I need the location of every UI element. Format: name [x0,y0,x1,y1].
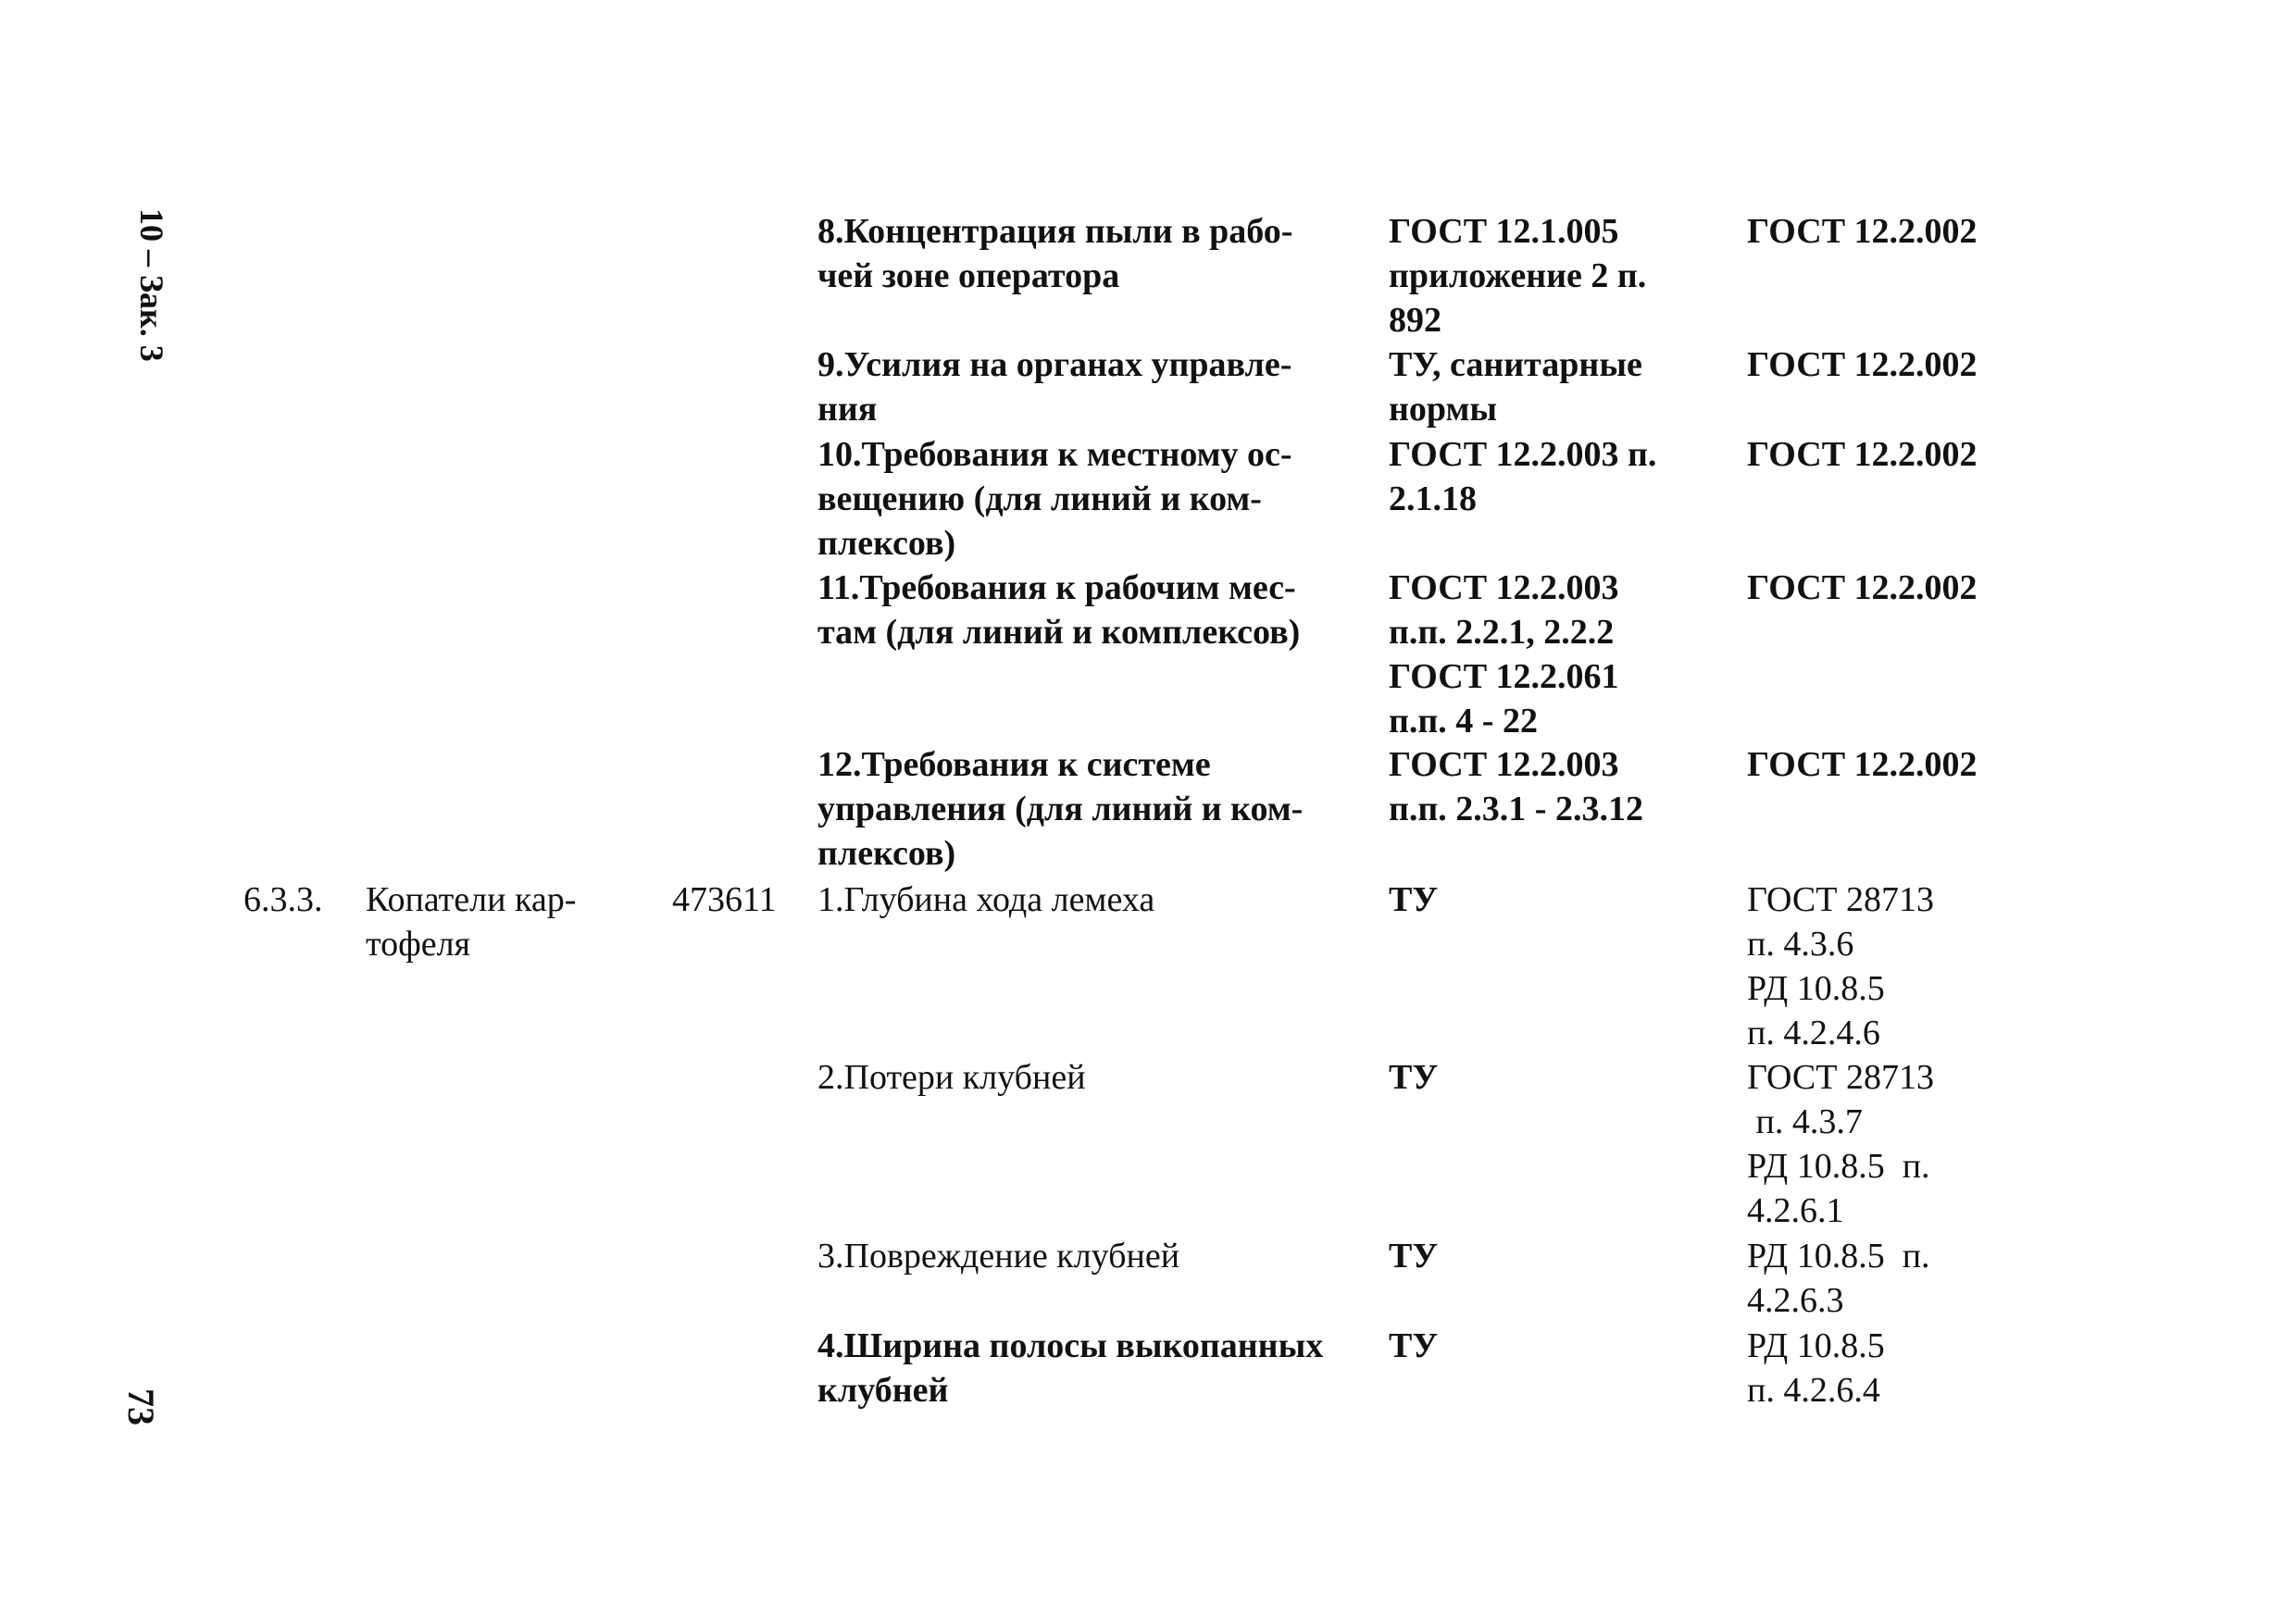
method-line: ГОСТ 12.2.002 [1747,435,1978,474]
indicator-line: 10.Требования к местному ос- [817,435,1292,474]
indicator-line: 12.Требования к системе [817,745,1211,784]
norm-line: ТУ [1389,1058,1439,1097]
method-line: ГОСТ 12.2.002 [1747,345,1978,384]
indicator-cell [817,432,1373,566]
norm-line: ГОСТ 12.1.005 [1389,212,1619,251]
indicator-line: ния [817,390,878,429]
indicator-line: 2.Потери клубней [817,1058,1086,1097]
indicator-line: плексов) [817,834,956,873]
norm-line: ТУ [1389,1326,1439,1365]
norm-cell [1389,209,1750,342]
method-cell [1747,566,2210,610]
indicator-line: 3.Повреждение клубней [817,1237,1180,1276]
norm-cell [1389,342,1750,431]
method-line: РД 10.8.5 п. [1747,1147,1930,1186]
indicator-line: управления (для линий и ком- [817,790,1304,828]
method-line: п. 4.3.6 [1747,925,1854,964]
indicator-line: плексов) [817,524,956,563]
method-line: ГОСТ 28713 [1747,880,1934,919]
method-line: ГОСТ 28713 [1747,1058,1934,1097]
indicator-cell [817,1055,1373,1100]
norm-cell [1389,432,1750,521]
indicator-line: чей зоне оператора [817,256,1120,295]
norm-cell [1389,1055,1750,1100]
method-line: 4.2.6.1 [1747,1191,1844,1230]
method-cell [1747,1234,2210,1323]
norm-line: ГОСТ 12.2.003 п. [1389,435,1657,474]
indicator-cell [817,1234,1373,1278]
method-line: п. 4.2.4.6 [1747,1014,1880,1052]
method-cell [1747,432,2210,477]
indicator-cell [817,342,1373,431]
indicator-line: 4.Ширина полосы выкопанных [817,1326,1324,1365]
indicator-line: там (для линий и комплексов) [817,613,1301,652]
method-line: п. 4.2.6.4 [1747,1371,1880,1410]
indicator-line: 9.Усилия на органах управле- [817,345,1292,384]
section-number: 6.3.3. [243,880,323,919]
norm-cell [1389,1324,1750,1368]
indicator-cell [817,742,1373,876]
method-line: ГОСТ 12.2.002 [1747,745,1978,784]
method-line: ГОСТ 12.2.002 [1747,568,1978,607]
method-cell [1747,1324,2210,1413]
section-name-cell [366,877,643,966]
norm-line: п.п. 2.3.1 - 2.3.12 [1389,790,1643,828]
norm-line: 892 [1389,301,1441,340]
method-line: РД 10.8.5 п. [1747,1237,1930,1276]
norm-line: п.п. 2.2.1, 2.2.2 [1389,613,1615,652]
method-cell [1747,342,2210,387]
method-line: ГОСТ 12.2.002 [1747,212,1978,251]
norm-line: нормы [1389,390,1498,429]
method-line: 4.2.6.3 [1747,1281,1844,1320]
norm-line: приложение 2 п. [1389,256,1647,295]
norm-line: ТУ [1389,880,1439,919]
norm-line: п.п. 4 - 22 [1389,702,1538,741]
norm-cell [1389,877,1750,922]
indicator-line: клубней [817,1371,949,1410]
page-number: 73 [120,1388,162,1425]
method-line: РД 10.8.5 [1747,969,1885,1008]
norm-line: ГОСТ 12.2.061 [1389,657,1619,696]
indicator-cell [817,1324,1373,1413]
norm-cell [1389,566,1750,743]
section-name-line: Копатели кар- [366,880,577,919]
method-line: РД 10.8.5 [1747,1326,1885,1365]
norm-cell [1389,1234,1750,1278]
norm-line: 2.1.18 [1389,479,1477,518]
norm-line: ТУ, санитарные [1389,345,1642,384]
method-cell [1747,742,2210,787]
method-cell [1747,209,2210,254]
indicator-line: вещению (для линий и ком- [817,479,1262,518]
norm-cell [1389,742,1750,831]
indicator-line: 1.Глубина хода лемеха [817,880,1155,919]
indicator-cell [817,209,1373,298]
norm-line: ТУ [1389,1237,1439,1276]
indicator-cell [817,877,1373,922]
norm-line: ГОСТ 12.2.003 [1389,745,1619,784]
method-line: п. 4.3.7 [1747,1102,1863,1141]
indicator-cell [817,566,1373,654]
margin-order-label: 10 – Зак. 3 [133,208,170,362]
method-cell [1747,1055,2210,1233]
method-cell [1747,877,2210,1055]
section-name-line: тофеля [366,925,471,964]
indicator-line: 8.Концентрация пыли в рабо- [817,212,1293,251]
norm-line: ГОСТ 12.2.003 [1389,568,1619,607]
section-code: 473611 [672,880,777,919]
indicator-line: 11.Требования к рабочим мес- [817,568,1296,607]
